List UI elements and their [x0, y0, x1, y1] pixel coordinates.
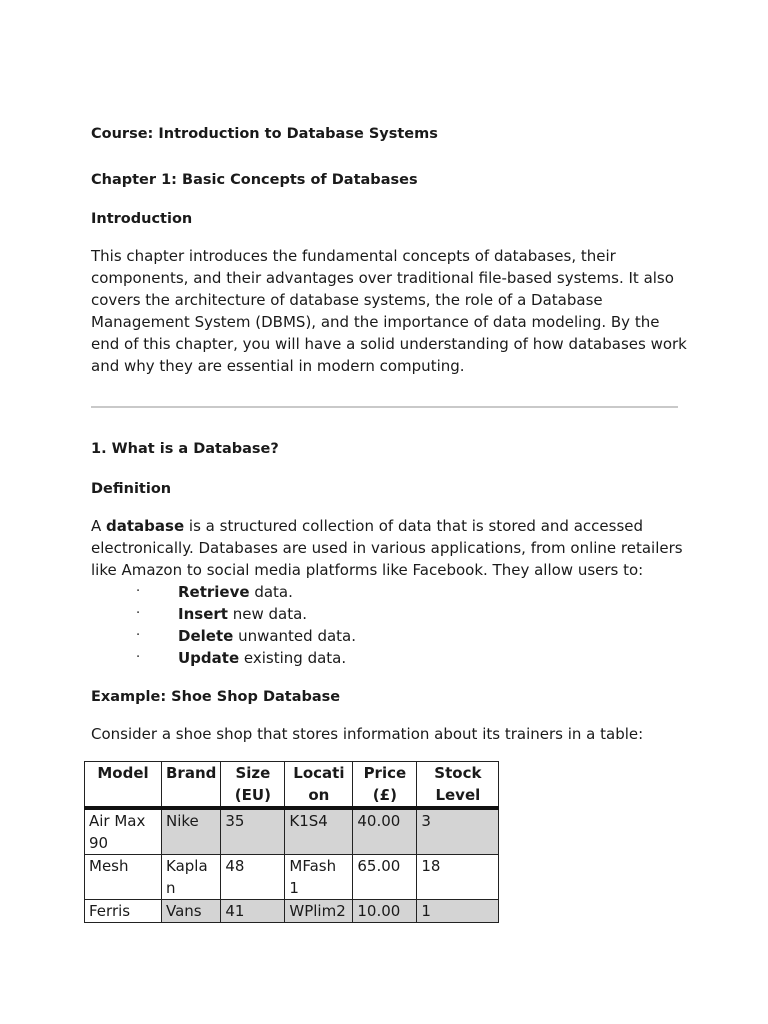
operation-desc: new data.: [227, 605, 308, 623]
table-cell: 41: [221, 900, 285, 923]
section-heading: 1. What is a Database?: [91, 441, 279, 457]
introduction-heading: Introduction: [91, 211, 193, 227]
table-cell: 48: [221, 855, 285, 900]
definition-paragraph: [91, 515, 691, 581]
horizontal-divider: [91, 406, 678, 408]
shoe-table: [84, 761, 499, 923]
definition-line: [91, 515, 691, 537]
table-cell: WPlim2: [285, 900, 353, 923]
column-header: Model: [85, 762, 162, 809]
example-heading: Example: Shoe Shop Database: [91, 689, 341, 705]
definition-suffix: is a structured collection of data that is stored and accessed: [184, 517, 644, 535]
table-cell: Mesh: [85, 855, 162, 900]
operation-name: Insert: [178, 605, 228, 623]
intro-line: components, and their advantages over traditional file-based systems. It also: [91, 269, 674, 287]
definition-heading: Definition: [91, 481, 172, 497]
table-cell: 3: [417, 808, 499, 855]
intro-line: end of this chapter, you will have a solid understanding of how databases work: [91, 335, 687, 353]
operation-name: Retrieve: [178, 583, 250, 601]
operation-desc: existing data.: [239, 649, 347, 667]
example-text: Consider a shoe shop that stores information about its trainers in a table:: [91, 725, 644, 743]
column-header: Stock Level: [417, 762, 499, 809]
table-cell: Ferris: [85, 900, 162, 923]
table-cell: Nike: [162, 808, 221, 855]
intro-line: and why they are essential in modern computing.: [91, 357, 465, 375]
bullet-icon: ·: [136, 628, 141, 643]
column-header: Locati on: [285, 762, 353, 809]
bullet-icon: ·: [136, 584, 141, 599]
definition-prefix: A: [91, 517, 107, 535]
table-cell: 40.00: [353, 808, 417, 855]
table-cell: 18: [417, 855, 499, 900]
table-cell: Vans: [162, 900, 221, 923]
bullet-icon: ·: [136, 606, 141, 621]
column-header: Price (£): [353, 762, 417, 809]
introduction-paragraph: [91, 245, 691, 377]
column-header: Brand: [162, 762, 221, 809]
table-header-row: [85, 762, 499, 809]
operation-name: Update: [178, 649, 240, 667]
table-cell: K1S4: [285, 808, 353, 855]
intro-line: This chapter introduces the fundamental concepts of databases, their: [91, 247, 616, 265]
operation-name: Delete: [178, 627, 234, 645]
definition-line: electronically. Databases are used in various applications, from online retailers: [91, 539, 683, 557]
operation-desc: data.: [249, 583, 293, 601]
table-cell: Kapla n: [162, 855, 221, 900]
chapter-title: Chapter 1: Basic Concepts of Databases: [91, 172, 418, 188]
intro-line: covers the architecture of database systems, the role of a Database: [91, 291, 603, 309]
table-row: [85, 808, 499, 855]
table-row: [85, 855, 499, 900]
definition-line: like Amazon to social media platforms like Facebook. They allow users to:: [91, 561, 644, 579]
table-cell: 35: [221, 808, 285, 855]
database-term: database: [106, 517, 185, 535]
table-cell: MFash 1: [285, 855, 353, 900]
table-row: [85, 900, 499, 923]
operation-desc: unwanted data.: [233, 627, 356, 645]
table-cell: 10.00: [353, 900, 417, 923]
table-cell: Air Max 90: [85, 808, 162, 855]
bullet-icon: ·: [136, 650, 141, 665]
course-title: Course: Introduction to Database Systems: [91, 126, 438, 142]
table-cell: 1: [417, 900, 499, 923]
intro-line: Management System (DBMS), and the importance of data modeling. By the: [91, 313, 660, 331]
column-header: Size (EU): [221, 762, 285, 809]
table-cell: 65.00: [353, 855, 417, 900]
